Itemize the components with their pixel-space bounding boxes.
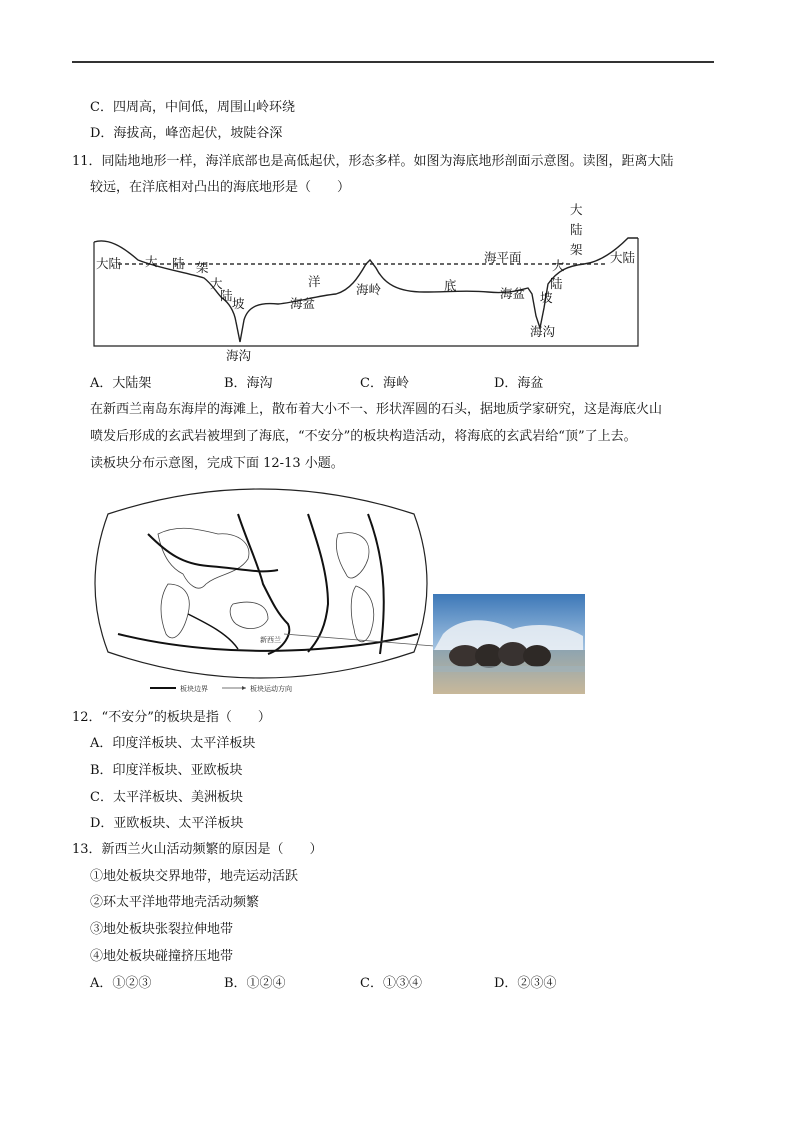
q11-option-a: A．大陆架: [90, 376, 152, 391]
diagram-basin-right: 海盆: [500, 286, 526, 301]
diagram-right-shelf-3: 架: [570, 242, 583, 257]
diagram-right-land: 大陆: [610, 250, 636, 265]
q13-item-4: ④地处板块碰撞挤压地带: [90, 949, 234, 964]
q12-option-b: B．印度洋板块、亚欧板块: [90, 763, 243, 778]
legend-boundary: 板块边界: [180, 685, 208, 693]
q13-item-2: ②环太平洋地带地壳活动频繁: [90, 895, 260, 910]
header-rule: [72, 61, 714, 63]
q11-option-d: D．海盆: [494, 376, 544, 391]
diagram-left-shelf-3: 架: [196, 260, 209, 275]
diagram-right-shelf-1: 大: [570, 202, 583, 217]
diagram-sea-level: 海平面: [484, 250, 522, 265]
q11-option-b: B．海沟: [224, 376, 273, 391]
diagram-left-slope-2: 陆: [220, 288, 233, 303]
diagram-right-shelf-2: 陆: [570, 222, 583, 237]
diagram-left-shelf-1: 大: [145, 254, 158, 269]
q12-stem: 12．“不安分”的板块是指（ ）: [72, 710, 271, 725]
boulders-photo: [433, 594, 585, 694]
q10-option-d: D．海拔高，峰峦起伏，坡陡谷深: [90, 126, 283, 141]
seafloor-profile-diagram: [88, 198, 648, 366]
q12-option-d: D．亚欧板块、太平洋板块: [90, 816, 244, 831]
q12-option-a: A．印度洋板块、太平洋板块: [90, 736, 256, 751]
q12-option-c: C．太平洋板块、美洲板块: [90, 790, 243, 805]
q11-option-c: C．海岭: [360, 376, 409, 391]
diagram-left-shelf-2: 陆: [172, 256, 185, 271]
q11-stem-line2: 较远，在洋底相对凸出的海底地形是（ ）: [90, 180, 351, 195]
map-nz-label: 新西兰: [260, 636, 281, 644]
diagram-basin-left: 海盆: [290, 296, 316, 311]
intro-line2: 喷发后形成的玄武岩被埋到了海底，“不安分”的板块构造活动，将海底的玄武岩给“顶”了上去。: [90, 429, 637, 444]
diagram-right-slope-2: 陆: [550, 276, 563, 291]
q13-item-3: ③地处板块张裂拉伸地带: [90, 922, 234, 937]
intro-line1: 在新西兰南岛东海岸的海滩上，散布着大小不一、形状浑圆的石头，据地质学家研究，这是海底火山: [90, 402, 663, 417]
diagram-trench-left: 海沟: [226, 348, 252, 363]
diagram-bottom-char: 底: [444, 278, 457, 293]
diagram-trench-right: 海沟: [530, 324, 556, 339]
plate-distribution-map: [88, 474, 434, 696]
diagram-right-slope-1: 大: [552, 258, 565, 273]
diagram-left-slope-3: 坡: [232, 296, 245, 311]
q11-stem-line1: 11．同陆地地形一样，海洋底部也是高低起伏，形态多样。如图为海底地形剖面示意图。读图，距离大陆: [72, 154, 674, 169]
legend-direction: 板块运动方向: [250, 685, 292, 693]
intro-line3: 读板块分布示意图，完成下面 12-13 小题。: [90, 456, 344, 471]
q13-option-b: B．①②④: [224, 976, 286, 991]
q13-option-a: A．①②③: [90, 976, 152, 991]
q13-item-1: ①地处板块交界地带，地壳运动活跃: [90, 869, 299, 884]
q13-option-d: D．②③④: [494, 976, 557, 991]
diagram-left-slope-1: 大: [210, 276, 223, 291]
q13-stem: 13．新西兰火山活动频繁的原因是（ ）: [72, 842, 323, 857]
diagram-ridge: 海岭: [356, 282, 382, 297]
diagram-ocean-char: 洋: [308, 274, 321, 289]
q10-option-c: C．四周高，中间低，周围山岭环绕: [90, 100, 295, 115]
q13-option-c: C．①③④: [360, 976, 422, 991]
diagram-right-slope-3: 坡: [540, 290, 553, 305]
diagram-left-land: 大陆: [96, 256, 122, 271]
